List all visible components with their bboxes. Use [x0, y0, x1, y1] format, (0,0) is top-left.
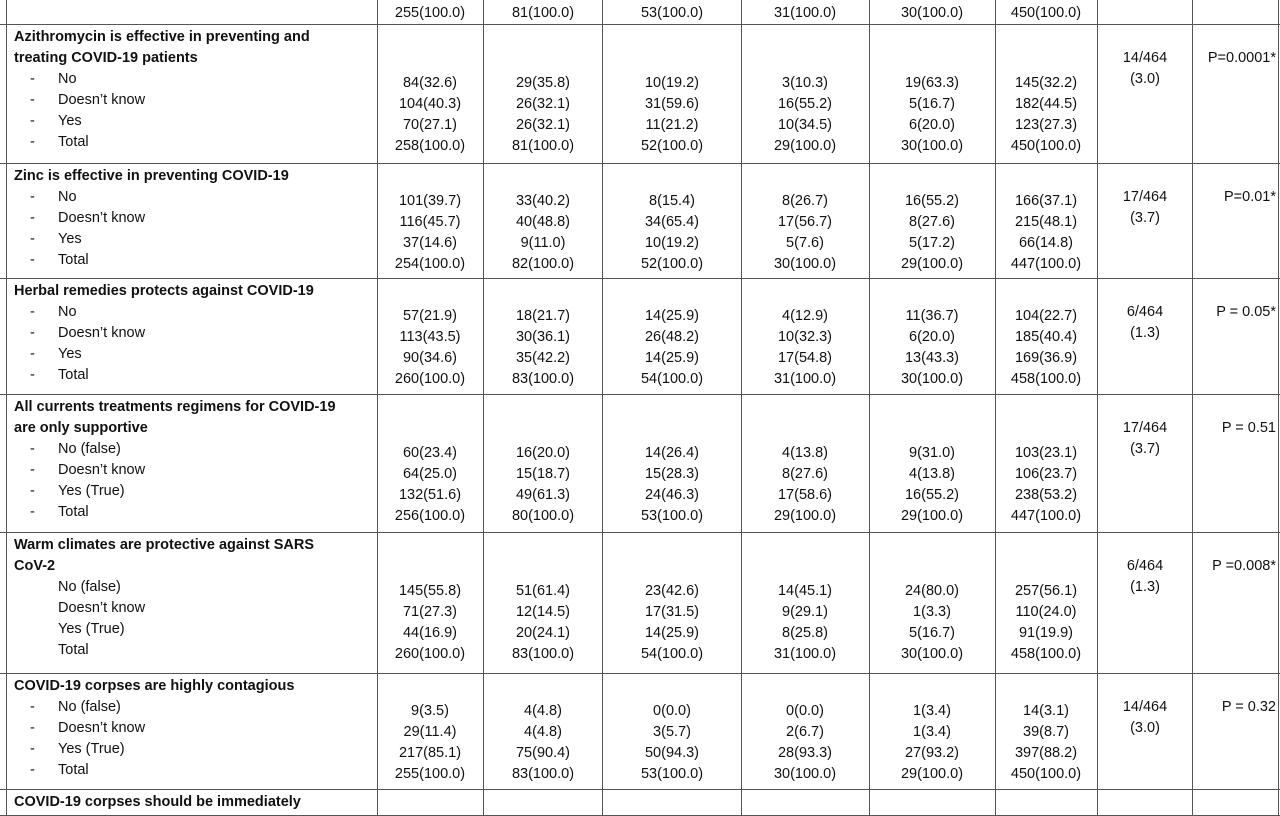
value-cell: 24(80.0): [904, 583, 959, 599]
value-cell: 0(0.0): [786, 703, 824, 719]
value-cell: 54(100.0): [640, 371, 704, 387]
value-cell: 15(28.3): [644, 466, 699, 482]
value-cell: 4(4.8): [524, 703, 562, 719]
value-cell: 145(55.8): [398, 583, 462, 599]
value-cell: 258(100.0): [394, 138, 466, 154]
answer-option: Total: [58, 504, 89, 520]
missing-count: 17/464: [1122, 420, 1168, 436]
value-cell: 10(34.5): [777, 117, 832, 133]
question-title: treating COVID-19 patients: [14, 50, 198, 66]
value-cell: 254(100.0): [394, 256, 466, 272]
question-title: CoV-2: [14, 558, 56, 574]
value-cell: 24(46.3): [644, 487, 699, 503]
value-cell: 103(23.1): [1014, 445, 1078, 461]
bullet-dash: -: [30, 252, 35, 268]
value-cell: 30(100.0): [900, 371, 964, 387]
value-cell: 30(100.0): [900, 138, 964, 154]
value-cell: 3(10.3): [782, 75, 828, 91]
question-title: Warm climates are protective against SARS: [14, 537, 315, 553]
value-cell: 2(6.7): [786, 724, 824, 740]
value-cell: 66(14.8): [1018, 235, 1073, 251]
value-cell: 104(22.7): [1014, 308, 1078, 324]
answer-option: Yes: [58, 231, 82, 247]
value-cell: 84(32.6): [402, 75, 457, 91]
value-cell: 238(53.2): [1014, 487, 1078, 503]
column-border: [1192, 0, 1193, 816]
missing-count: 6/464: [1126, 304, 1164, 320]
value-cell: 17(54.8): [777, 350, 832, 366]
value-cell: 29(100.0): [773, 138, 837, 154]
bullet-dash: -: [30, 71, 35, 87]
value-cell: 15(18.7): [515, 466, 570, 482]
value-cell: 8(15.4): [649, 193, 695, 209]
value-cell: 50(94.3): [644, 745, 699, 761]
value-cell: 10(19.2): [644, 75, 699, 91]
value-cell: 14(26.4): [644, 445, 699, 461]
value-cell: 29(100.0): [900, 766, 964, 782]
value-cell: 14(25.9): [644, 308, 699, 324]
value-cell: 4(13.8): [782, 445, 828, 461]
answer-option: No: [58, 304, 77, 320]
missing-count: (3.0): [1130, 720, 1160, 736]
value-cell: 255(100.0): [394, 766, 466, 782]
bullet-dash: -: [30, 231, 35, 247]
value-cell: 17(56.7): [777, 214, 832, 230]
question-title: COVID-19 corpses should be immediately: [14, 794, 301, 810]
value-cell: 450(100.0): [1010, 766, 1082, 782]
total-cell: 53(100.0): [640, 5, 704, 21]
value-cell: 26(48.2): [644, 329, 699, 345]
value-cell: 4(4.8): [524, 724, 562, 740]
column-border: [6, 0, 7, 816]
value-cell: 82(100.0): [511, 256, 575, 272]
value-cell: 5(16.7): [909, 96, 955, 112]
value-cell: 101(39.7): [398, 193, 462, 209]
answer-option: Doesn’t know: [58, 462, 146, 478]
value-cell: 27(93.2): [904, 745, 959, 761]
value-cell: 169(36.9): [1014, 350, 1078, 366]
value-cell: 4(13.8): [909, 466, 955, 482]
bullet-dash: -: [30, 483, 35, 499]
value-cell: 8(25.8): [782, 625, 828, 641]
answer-option: No (false): [58, 441, 121, 457]
value-cell: 145(32.2): [1014, 75, 1078, 91]
p-value: P = 0.32: [1221, 699, 1276, 715]
value-cell: 260(100.0): [394, 646, 466, 662]
bullet-dash: -: [30, 367, 35, 383]
value-cell: 447(100.0): [1010, 508, 1082, 524]
answer-option: Doesn’t know: [58, 325, 146, 341]
bullet-dash: -: [30, 134, 35, 150]
value-cell: 458(100.0): [1010, 646, 1082, 662]
value-cell: 458(100.0): [1010, 371, 1082, 387]
value-cell: 23(42.6): [644, 583, 699, 599]
question-title: Azithromycin is effective in preventing and: [14, 29, 310, 45]
value-cell: 19(63.3): [904, 75, 959, 91]
value-cell: 16(20.0): [515, 445, 570, 461]
value-cell: 10(19.2): [644, 235, 699, 251]
question-title: are only supportive: [14, 420, 148, 436]
value-cell: 83(100.0): [511, 766, 575, 782]
value-cell: 53(100.0): [640, 766, 704, 782]
bullet-dash: -: [30, 346, 35, 362]
bullet-dash: -: [30, 699, 35, 715]
value-cell: 30(100.0): [900, 646, 964, 662]
value-cell: 11(21.2): [645, 117, 699, 133]
value-cell: 182(44.5): [1014, 96, 1078, 112]
value-cell: 5(17.2): [909, 235, 955, 251]
answer-option: Yes (True): [58, 483, 125, 499]
question-title: All currents treatments regimens for COVID-19: [14, 399, 336, 415]
row-border: [0, 163, 1280, 164]
bullet-dash: -: [30, 441, 35, 457]
bullet-dash: -: [30, 720, 35, 736]
value-cell: 52(100.0): [640, 256, 704, 272]
column-border: [1278, 0, 1279, 816]
value-cell: 90(34.6): [402, 350, 457, 366]
value-cell: 70(27.1): [402, 117, 457, 133]
answer-option: Total: [58, 762, 89, 778]
answer-option: Total: [58, 252, 89, 268]
value-cell: 6(20.0): [909, 117, 955, 133]
value-cell: 16(55.2): [777, 96, 832, 112]
answer-option: Doesn’t know: [58, 600, 146, 616]
value-cell: 166(37.1): [1014, 193, 1078, 209]
answer-option: Yes: [58, 113, 82, 129]
value-cell: 13(43.3): [904, 350, 959, 366]
value-cell: 30(36.1): [515, 329, 570, 345]
missing-count: 14/464: [1122, 50, 1168, 66]
value-cell: 53(100.0): [640, 508, 704, 524]
value-cell: 60(23.4): [402, 445, 457, 461]
value-cell: 9(3.5): [411, 703, 449, 719]
value-cell: 397(88.2): [1014, 745, 1078, 761]
value-cell: 80(100.0): [511, 508, 575, 524]
value-cell: 29(100.0): [900, 508, 964, 524]
bullet-dash: -: [30, 210, 35, 226]
answer-option: No: [58, 189, 77, 205]
value-cell: 26(32.1): [515, 117, 570, 133]
value-cell: 29(11.4): [403, 724, 457, 740]
value-cell: 29(100.0): [900, 256, 964, 272]
value-cell: 54(100.0): [640, 646, 704, 662]
value-cell: 29(35.8): [515, 75, 570, 91]
value-cell: 81(100.0): [511, 138, 575, 154]
value-cell: 71(27.3): [402, 604, 457, 620]
value-cell: 31(100.0): [773, 371, 837, 387]
bullet-dash: -: [30, 325, 35, 341]
missing-count: 17/464: [1122, 189, 1168, 205]
row-border: [0, 532, 1280, 533]
value-cell: 257(56.1): [1014, 583, 1078, 599]
bullet-dash: -: [30, 741, 35, 757]
value-cell: 8(27.6): [782, 466, 828, 482]
missing-count: (1.3): [1130, 579, 1160, 595]
total-cell: 31(100.0): [773, 5, 837, 21]
value-cell: 49(61.3): [515, 487, 570, 503]
answer-option: No (false): [58, 699, 121, 715]
value-cell: 44(16.9): [402, 625, 457, 641]
value-cell: 123(27.3): [1014, 117, 1078, 133]
answer-option: Yes: [58, 346, 82, 362]
value-cell: 30(100.0): [773, 766, 837, 782]
value-cell: 106(23.7): [1014, 466, 1078, 482]
value-cell: 31(59.6): [644, 96, 699, 112]
value-cell: 6(20.0): [909, 329, 955, 345]
value-cell: 31(100.0): [773, 646, 837, 662]
value-cell: 9(11.0): [520, 235, 566, 251]
answer-option: Yes (True): [58, 741, 125, 757]
missing-count: (1.3): [1130, 325, 1160, 341]
value-cell: 10(32.3): [777, 329, 832, 345]
value-cell: 28(93.3): [777, 745, 832, 761]
answer-option: Total: [58, 642, 89, 658]
bullet-dash: -: [30, 189, 35, 205]
answer-option: No (false): [58, 579, 121, 595]
value-cell: 17(31.5): [644, 604, 699, 620]
value-cell: 91(19.9): [1018, 625, 1073, 641]
value-cell: 16(55.2): [904, 193, 959, 209]
p-value: P =0.008*: [1212, 558, 1276, 574]
value-cell: 14(3.1): [1023, 703, 1069, 719]
value-cell: 11(36.7): [905, 308, 959, 324]
total-cell: 450(100.0): [1010, 5, 1082, 21]
value-cell: 450(100.0): [1010, 138, 1082, 154]
value-cell: 26(32.1): [515, 96, 570, 112]
value-cell: 9(31.0): [909, 445, 955, 461]
column-border: [741, 0, 742, 816]
value-cell: 5(7.6): [786, 235, 824, 251]
value-cell: 447(100.0): [1010, 256, 1082, 272]
value-cell: 260(100.0): [394, 371, 466, 387]
question-title: Herbal remedies protects against COVID-19: [14, 283, 314, 299]
row-border: [0, 394, 1280, 395]
value-cell: 83(100.0): [511, 371, 575, 387]
answer-option: Doesn’t know: [58, 720, 146, 736]
value-cell: 1(3.4): [913, 703, 951, 719]
bullet-dash: -: [30, 304, 35, 320]
value-cell: 1(3.3): [913, 604, 951, 620]
missing-count: (3.0): [1130, 71, 1160, 87]
bullet-dash: -: [30, 504, 35, 520]
value-cell: 30(100.0): [773, 256, 837, 272]
row-border: [0, 789, 1280, 790]
value-cell: 14(25.9): [644, 625, 699, 641]
missing-count: (3.7): [1130, 441, 1160, 457]
total-cell: 30(100.0): [900, 5, 964, 21]
row-border: [0, 24, 1280, 25]
value-cell: 8(26.7): [782, 193, 828, 209]
value-cell: 113(43.5): [399, 329, 461, 345]
value-cell: 3(5.7): [653, 724, 691, 740]
bullet-dash: -: [30, 92, 35, 108]
value-cell: 14(45.1): [777, 583, 832, 599]
value-cell: 18(21.7): [515, 308, 570, 324]
value-cell: 57(21.9): [402, 308, 457, 324]
value-cell: 14(25.9): [644, 350, 699, 366]
bullet-dash: -: [30, 113, 35, 129]
value-cell: 217(85.1): [398, 745, 462, 761]
value-cell: 4(12.9): [782, 308, 828, 324]
value-cell: 39(8.7): [1023, 724, 1069, 740]
value-cell: 8(27.6): [909, 214, 955, 230]
missing-count: (3.7): [1130, 210, 1160, 226]
value-cell: 110(24.0): [1015, 604, 1077, 620]
value-cell: 104(40.3): [398, 96, 462, 112]
row-border: [0, 673, 1280, 674]
value-cell: 64(25.0): [402, 466, 457, 482]
value-cell: 1(3.4): [913, 724, 951, 740]
answer-option: No: [58, 71, 77, 87]
value-cell: 20(24.1): [515, 625, 570, 641]
value-cell: 51(61.4): [515, 583, 570, 599]
value-cell: 40(48.8): [515, 214, 570, 230]
value-cell: 33(40.2): [515, 193, 570, 209]
value-cell: 9(29.1): [782, 604, 828, 620]
answer-option: Total: [58, 134, 89, 150]
value-cell: 5(16.7): [909, 625, 955, 641]
value-cell: 29(100.0): [773, 508, 837, 524]
bullet-dash: -: [30, 462, 35, 478]
value-cell: 256(100.0): [394, 508, 466, 524]
value-cell: 12(14.5): [515, 604, 570, 620]
answer-option: Doesn’t know: [58, 92, 146, 108]
total-cell: 255(100.0): [394, 5, 466, 21]
value-cell: 17(58.6): [777, 487, 832, 503]
bullet-dash: -: [30, 762, 35, 778]
question-title: Zinc is effective in preventing COVID-19: [14, 168, 289, 184]
p-value: P = 0.51: [1221, 420, 1276, 436]
p-value: P = 0.05*: [1216, 304, 1276, 320]
p-value: P=0.01*: [1223, 189, 1276, 205]
value-cell: 75(90.4): [515, 745, 570, 761]
p-value: P=0.0001*: [1207, 50, 1276, 66]
answer-option: Yes (True): [58, 621, 125, 637]
answer-option: Total: [58, 367, 89, 383]
value-cell: 37(14.6): [402, 235, 457, 251]
total-cell: 81(100.0): [511, 5, 575, 21]
answer-option: Doesn’t know: [58, 210, 146, 226]
value-cell: 185(40.4): [1014, 329, 1078, 345]
missing-count: 14/464: [1122, 699, 1168, 715]
value-cell: 35(42.2): [515, 350, 570, 366]
value-cell: 116(45.7): [399, 214, 461, 230]
value-cell: 0(0.0): [653, 703, 691, 719]
question-title: COVID-19 corpses are highly contagious: [14, 678, 295, 694]
value-cell: 83(100.0): [511, 646, 575, 662]
value-cell: 16(55.2): [904, 487, 959, 503]
value-cell: 132(51.6): [398, 487, 462, 503]
missing-count: 6/464: [1126, 558, 1164, 574]
row-border: [0, 278, 1280, 279]
value-cell: 215(48.1): [1014, 214, 1078, 230]
value-cell: 34(65.4): [644, 214, 699, 230]
value-cell: 52(100.0): [640, 138, 704, 154]
